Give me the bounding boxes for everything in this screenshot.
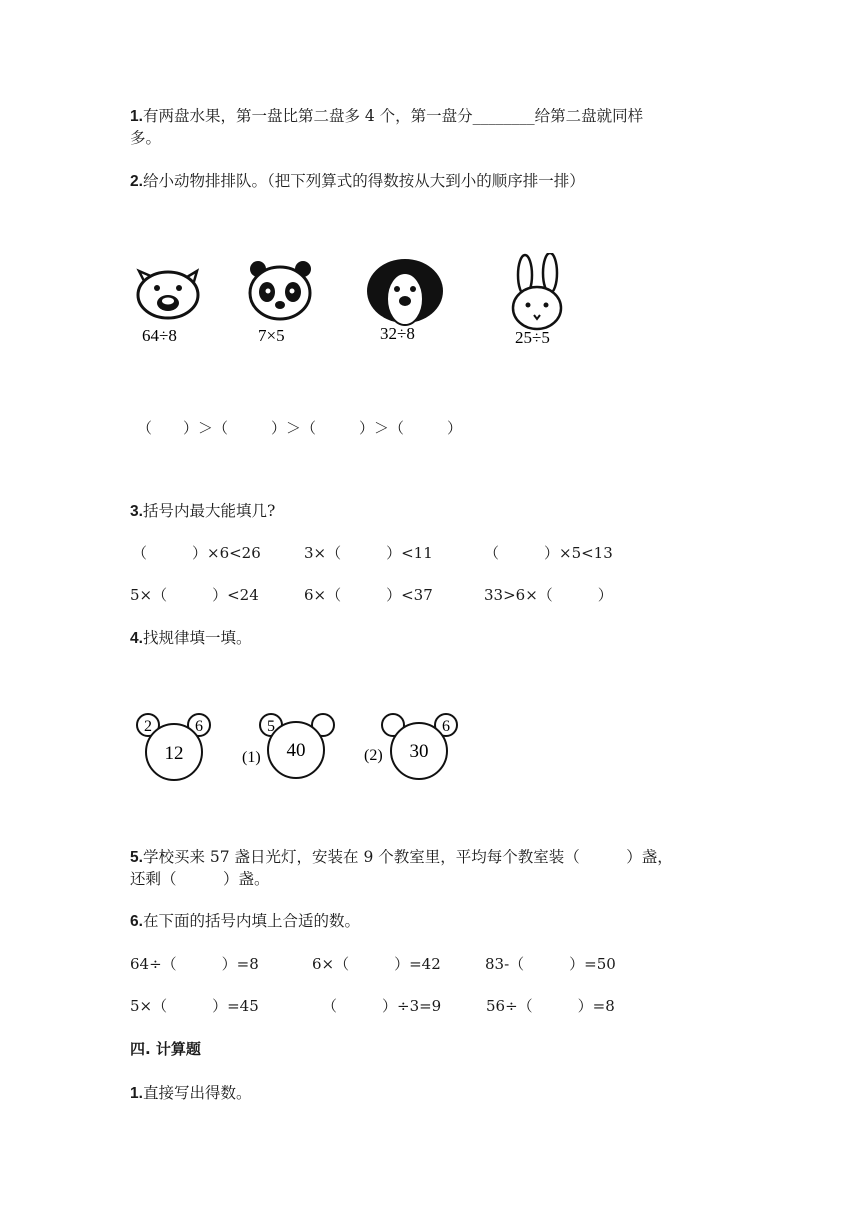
q1-line1 [130, 105, 643, 128]
q6-item: 56÷（ ）=8 [486, 997, 615, 1015]
q6-item: 64÷（ ）=8 [130, 955, 259, 973]
q5-line1 [130, 846, 673, 869]
rabbit-face-icon [513, 253, 561, 329]
pig-face-icon [138, 271, 198, 318]
q6-text: 在下面的括号内填上合适的数。 [142, 912, 360, 930]
bear-right-ear-number: 6 [195, 718, 203, 735]
bear-blank-label: (2) [364, 747, 383, 764]
bear-face-number: 30 [409, 741, 429, 762]
section4-q1-line [130, 1082, 251, 1105]
dog-face-icon [367, 259, 443, 325]
q6-item: 83-（ ）=50 [485, 955, 616, 973]
animals-figure [125, 253, 725, 353]
q4-number: 4. [130, 630, 143, 647]
order-part: ）＞（ [271, 419, 317, 437]
bear-blank-label: (1) [242, 749, 261, 766]
q6-item: 5×（ ）=45 [130, 997, 259, 1015]
q1-number: 1. [130, 108, 143, 125]
q6-item: 6×（ ）=42 [312, 955, 441, 973]
q3-number: 3. [130, 503, 143, 520]
q2-text: 给小动物排排队。（把下列算式的得数按从大到小的顺序排一排） [142, 172, 585, 190]
order-part: （ [137, 419, 153, 437]
animal-expr: 64÷8 [142, 326, 177, 345]
q3-item: 33>6×（ ） [484, 586, 613, 604]
q1-line2: 多。 [130, 129, 162, 147]
animal-expr: 7×5 [258, 326, 285, 345]
section4-q1-number: 1. [130, 1085, 143, 1102]
bear-face-number: 40 [286, 740, 306, 761]
q3-text: 括号内最大能填几? [142, 502, 276, 520]
q3-item: （ ）×6<26 [132, 544, 261, 562]
q5-text: 学校买来 57 盏日光灯，安装在 9 个教室里，平均每个教室装（ ）盏， [142, 848, 673, 866]
q3-item: （ ）×5<13 [484, 544, 613, 562]
bear-right-ear-number: 6 [442, 718, 450, 735]
q3-item: 3×（ ）<11 [304, 544, 433, 562]
q6-item: （ ）÷3=9 [322, 997, 442, 1015]
bear-face-1 [137, 714, 210, 780]
bear-face-3 [364, 714, 457, 779]
q6-number: 6. [130, 913, 143, 930]
q3-item: 5×（ ）<24 [130, 586, 259, 604]
q3-item: 6×（ ）<37 [304, 586, 433, 604]
section4-q1-text: 直接写出得数。 [142, 1084, 252, 1102]
q2-line [130, 170, 585, 193]
order-part: ） [447, 419, 463, 437]
section-title: 四. 计算题 [130, 1040, 201, 1058]
bear-face-number: 12 [164, 743, 184, 764]
animal-expr: 25÷5 [515, 328, 550, 347]
panda-face-icon [250, 261, 311, 319]
bear-pattern-figure [130, 708, 490, 788]
q1-text: 有两盘水果，第一盘比第二盘多 4 个，第一盘分________给第二盘就同样 [142, 107, 644, 125]
q6-line [130, 910, 360, 933]
q2-number: 2. [130, 173, 143, 190]
animal-expr: 32÷8 [380, 324, 415, 343]
q3-line [130, 500, 275, 523]
q5-line2: 还剩（ ）盏。 [130, 870, 270, 888]
bear-left-ear-number: 5 [267, 718, 275, 735]
order-part: ）＞（ [183, 419, 229, 437]
q5-number: 5. [130, 849, 143, 866]
bear-left-ear-number: 2 [144, 718, 152, 735]
bear-face-2 [242, 714, 334, 778]
q4-line [130, 627, 251, 650]
order-part: ）＞（ [359, 419, 405, 437]
q4-text: 找规律填一填。 [142, 629, 252, 647]
